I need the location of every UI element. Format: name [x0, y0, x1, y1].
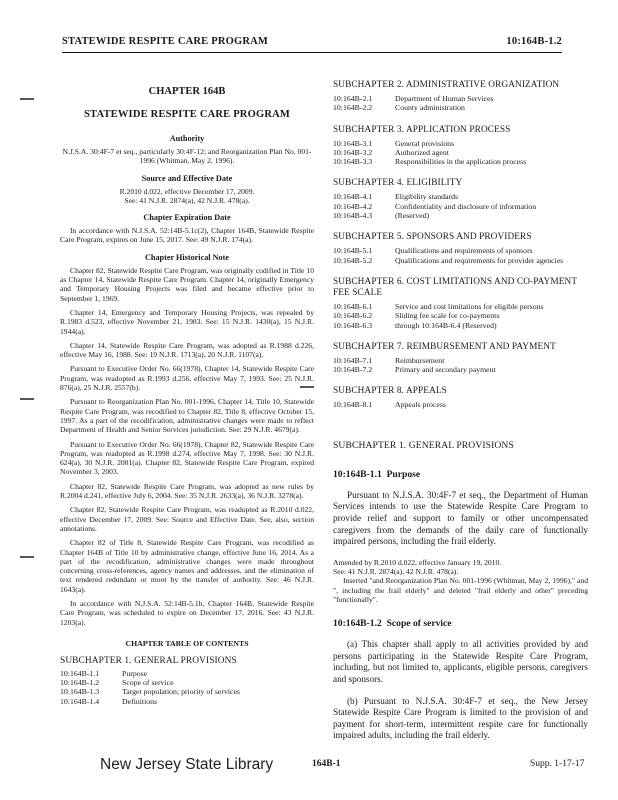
toc-entry[interactable]	[333, 192, 588, 201]
source-heading: Source and Effective Date	[141, 173, 233, 183]
toc-entry-number: 10:164B-7.1	[333, 355, 373, 365]
chapter-title: STATEWIDE RESPITE CARE PROGRAM	[83, 109, 290, 120]
section-1-2-paragraph-a: (a) This chapter shall apply to all activities provided by and persons participating in the Statewide Respite Care Program, including, but not limited to, applicants, eligible persons, caregivers and sponsors.	[333, 639, 588, 684]
toc-entry-number: 10:164B-6.2	[333, 311, 373, 321]
history-paragraph: Chapter 82 of Title 8, Statewide Respite Care Program, was recodified as Chapter 164B of Title 10 by administrative change, effective June 16, 2014. As a part of the recodification, administrative changes were made throughout concerning cross-references, agency names and addresses, and the elimination of text rendered redundant or moot by the transfer of authority. See: 46 N.J.R. 1643(a).	[60, 538, 314, 594]
toc-entry[interactable]	[333, 94, 588, 103]
toc-entry[interactable]	[333, 321, 588, 330]
toc-subchapter-5: SUBCHAPTER 5. SPONSORS AND PROVIDERS	[333, 232, 532, 243]
toc-subchapter-7: SUBCHAPTER 7. REIMBURSEMENT AND PAYMENT	[333, 341, 556, 352]
history-paragraph: Pursuant to Executive Order No. 66(1978), Chapter 82, Statewide Respite Care Program, was readopted as R.1998 d.274, effective May 7, 1998. See: 30 N.J.R. 624(a), 30 N.J.R. 2001(a). Chapter 82, Statewide Respite Care Program, expired November 3, 2003.	[60, 439, 314, 477]
toc-entry[interactable]	[333, 400, 588, 409]
historical-note-heading: Chapter Historical Note	[145, 252, 229, 262]
supplement-date: Supp. 1-17-17	[530, 759, 585, 769]
toc-subchapter-2: SUBCHAPTER 2. ADMINISTRATIVE ORGANIZATION	[333, 80, 560, 90]
toc-entry[interactable]	[60, 678, 314, 687]
page-footer	[0, 756, 618, 778]
toc-continued	[333, 80, 588, 410]
toc-list	[60, 669, 314, 706]
toc-entry[interactable]	[333, 256, 588, 265]
toc-entry[interactable]	[333, 302, 588, 311]
header-rule	[62, 52, 562, 53]
page-number: 164B-1	[312, 759, 341, 769]
amendment-citation: See: 41 N.J.R. 2874(a), 42 N.J.R. 478(a).	[333, 567, 459, 577]
amendment-note: Amended by R.2010 d.022, effective January 19, 2010.	[333, 557, 502, 567]
toc-entry-number: 10:164B-6.3	[333, 320, 373, 330]
source-text: R.2010 d.022, effective December 17, 2009. See: 41 N.J.R. 2874(a), 42 N.J.R. 478(a).	[119, 186, 255, 205]
toc-entry[interactable]	[333, 246, 588, 255]
toc-entry-number: 10:164B-2.2	[333, 103, 373, 113]
library-watermark: New Jersey State Library	[100, 756, 274, 773]
header-title: STATEWIDE RESPITE CARE PROGRAM	[62, 36, 269, 47]
toc-entry-title: Appeals process	[395, 400, 446, 410]
toc-entry-number: 10:164B-4.1	[333, 192, 373, 202]
toc-entry-number: 10:164B-1.3	[60, 687, 100, 697]
toc-entry-title: Authorized agent	[395, 147, 449, 157]
right-column	[333, 80, 588, 752]
toc-heading: CHAPTER TABLE OF CONTENTS	[125, 638, 249, 648]
toc-entry[interactable]	[60, 669, 314, 678]
toc-entry-title: Department of Human Services	[395, 94, 494, 103]
toc-entry-number: 10:164B-8.1	[333, 400, 373, 410]
toc-subchapter-6: SUBCHAPTER 6. COST LIMITATIONS AND CO-PAYMENT FEE SCALE	[333, 276, 577, 298]
toc-entry-title: (Reserved)	[395, 211, 430, 221]
toc-entry[interactable]	[333, 311, 588, 320]
toc-entry[interactable]	[333, 103, 588, 112]
toc-entry-title: Sliding fee scale for co-payments	[395, 311, 500, 321]
section-1-2-paragraph-b: (b) Pursuant to N.J.S.A. 30:4F-7 et seq., the New Jersey Statewide Respite Care Program is limited to the provision of and payment for short-term, intermittent respite care for functionally impaired adults, including the frail elderly.	[333, 695, 588, 741]
toc-entry-number: 10:164B-1.1	[60, 668, 100, 678]
toc-entry[interactable]	[333, 139, 588, 148]
toc-entry[interactable]	[60, 687, 314, 696]
margin-mark	[20, 556, 34, 558]
toc-entry[interactable]	[333, 365, 588, 374]
toc-entry-title: through 10:164B-6.4 (Reserved)	[395, 320, 497, 330]
toc-entry-title: Purpose	[122, 668, 148, 678]
section-number: 10:164B-1.1	[333, 468, 382, 480]
toc-entry-title: Scope of service	[122, 678, 174, 688]
history-paragraph: Chapter 82, Statewide Respite Care Program, was adopted as new rules by R.2004 d.241, effective July 6, 2004. See: 35 N.J.R. 2633(a), 36 N.J.R. 3278(a).	[60, 481, 314, 501]
toc-subchapter-8: SUBCHAPTER 8. APPEALS	[333, 386, 447, 397]
history-paragraph: Chapter 14, Emergency and Temporary Housing Projects, was repealed by R.1983 d.523, effective November 21, 1983. See: 15 N.J.R. 1430(a), 15 N.J.R. 1944(a).	[60, 307, 314, 336]
expiration-heading: Chapter Expiration Date	[143, 213, 231, 223]
toc-entry-number: 10:164B-3.2	[333, 147, 373, 157]
toc-entry-number: 10:164B-4.2	[333, 201, 373, 211]
amendment-detail: Inserted "and Reorganization Plan No. 001-1996 (Whitman, May 2, 1996)," and ", including the frail elderly" and deleted "frail elderly and other" preceding "functionally".	[333, 576, 588, 604]
history-paragraph: Chapter 82, Statewide Respite Care Program, was readopted as R.2010 d.022, effective December 17, 2009. See: Source and Effective Date. See, also, section annotations.	[60, 505, 314, 533]
history-paragraph: Pursuant to Executive Order No. 66(1978), Chapter 14, Statewide Respite Care Program, was readopted as R.1993 d.256, effective May 7, 1993. See: 25 N.J.R. 876(a), 25 N.J.R. 2557(b).	[60, 364, 314, 393]
margin-mark	[300, 386, 314, 388]
running-header	[62, 36, 562, 52]
chapter-number: CHAPTER 164B	[148, 86, 226, 97]
toc-entry-title: Qualifications and requirements of sponsors	[395, 246, 533, 256]
toc-entry[interactable]	[333, 211, 588, 220]
toc-entry-number: 10:164B-3.1	[333, 138, 373, 148]
section-1-2-heading	[333, 618, 588, 629]
margin-mark	[20, 98, 34, 100]
header-section-number: 10:164B-1.2	[506, 36, 562, 47]
history-paragraph: Chapter 14, Statewide Respite Care Program, was adopted as R.1988 d.226, effective May 16, 1988. See: 19 N.J.R. 1713(a), 20 N.J.R. 1107(a).	[60, 340, 314, 360]
toc-entry-title: Definitions	[122, 696, 158, 706]
toc-entry-title: Reimbursement	[395, 355, 445, 365]
section-1-1-heading	[333, 469, 588, 480]
toc-entry-title: Primary and secondary payment	[395, 365, 496, 375]
toc-entry-number: 10:164B-1.4	[60, 696, 100, 706]
toc-entry[interactable]	[333, 202, 588, 211]
toc-entry[interactable]	[60, 697, 314, 706]
historical-note	[60, 266, 314, 627]
toc-entry-title: General provisions	[395, 138, 455, 148]
authority-heading: Authority	[169, 134, 205, 143]
left-column	[60, 80, 314, 706]
history-paragraph: Chapter 82, Statewide Respite Care Program, was originally codified in Title 10 as Chapter 14, Statewide Respite Care Program. Chapter 14, originally Emergency and Temporary Housing Projects was filed and became effective prior to September 1, 1969.	[60, 265, 314, 303]
toc-entry-title: Service and cost limitations for eligible persons	[395, 301, 544, 311]
toc-entry-number: 10:164B-3.3	[333, 157, 373, 167]
section-1-1-text: Pursuant to N.J.S.A. 30:4F-7 et seq., the Department of Human Services intends to use the Statewide Respite Care Program to provide relief and support to family or other uncompensated caregivers from the demands of the daily care of functionally impaired persons, including the frail elderly.	[333, 489, 588, 547]
toc-entry-title: Target population; priority of services	[122, 687, 240, 697]
toc-entry-title: Qualifications and requirements for provider agencies	[395, 255, 564, 265]
toc-entry-number: 10:164B-5.1	[333, 246, 373, 256]
toc-subchapter-3: SUBCHAPTER 3. APPLICATION PROCESS	[333, 124, 511, 135]
toc-entry[interactable]	[333, 356, 588, 365]
section-name: Purpose	[386, 468, 421, 480]
toc-subchapter-1: SUBCHAPTER 1. GENERAL PROVISIONS	[60, 655, 237, 666]
toc-entry-number: 10:164B-5.2	[333, 255, 373, 265]
section-number: 10:164B-1.2	[333, 618, 382, 630]
toc-entry-number: 10:164B-2.1	[333, 94, 373, 103]
toc-entry[interactable]	[333, 148, 588, 157]
toc-entry-title: Eligibility standards	[395, 192, 459, 202]
history-paragraph: Pursuant to Reorganization Plan No. 001-1996, Chapter 14, Title 10, Statewide Respite Care Program, was recodified to Chapter 82, Title 8, effective October 15, 1997. As a part of the recodification, administrative changes were made to reflect Department of Health and Senior Services jurisdiction. See: 29 N.J.R. 4679(a).	[60, 397, 314, 435]
toc-entry-number: 10:164B-1.2	[60, 678, 100, 688]
toc-entry-title: County administration	[395, 103, 465, 113]
margin-mark	[20, 398, 34, 400]
toc-subchapter-4: SUBCHAPTER 4. ELIGIBILITY	[333, 178, 463, 189]
toc-entry[interactable]	[333, 157, 588, 166]
toc-entry-title: Responsibilities in the application process	[395, 157, 527, 167]
subchapter-1-heading: SUBCHAPTER 1. GENERAL PROVISIONS	[333, 439, 514, 451]
toc-entry-number: 10:164B-7.2	[333, 365, 373, 375]
section-name: Scope of service	[386, 618, 452, 630]
history-paragraph: In accordance with N.J.S.A. 52:14B-5.1b, Chapter 164B, Statewide Respite Care Program, was scheduled to expire on December 17, 2016. See: 43 N.J.R. 1203(a).	[60, 598, 314, 627]
expiration-text: In accordance with N.J.S.A. 52:14B-5.1c(2), Chapter 164B, Statewide Respite Care Program, expires on June 15, 2017. See: 49 N.J.R. 174(a).	[60, 226, 314, 245]
authority-text: N.J.S.A. 30:4F-7 et seq., particularly 30:4F-12; and Reorganization Plan No. 001-1996 (Whitman, May 2, 1996).	[62, 147, 312, 166]
toc-entry-number: 10:164B-6.1	[333, 301, 373, 311]
toc-entry-title: Confidentiality and disclosure of information	[395, 201, 537, 211]
toc-entry-number: 10:164B-4.3	[333, 211, 373, 221]
